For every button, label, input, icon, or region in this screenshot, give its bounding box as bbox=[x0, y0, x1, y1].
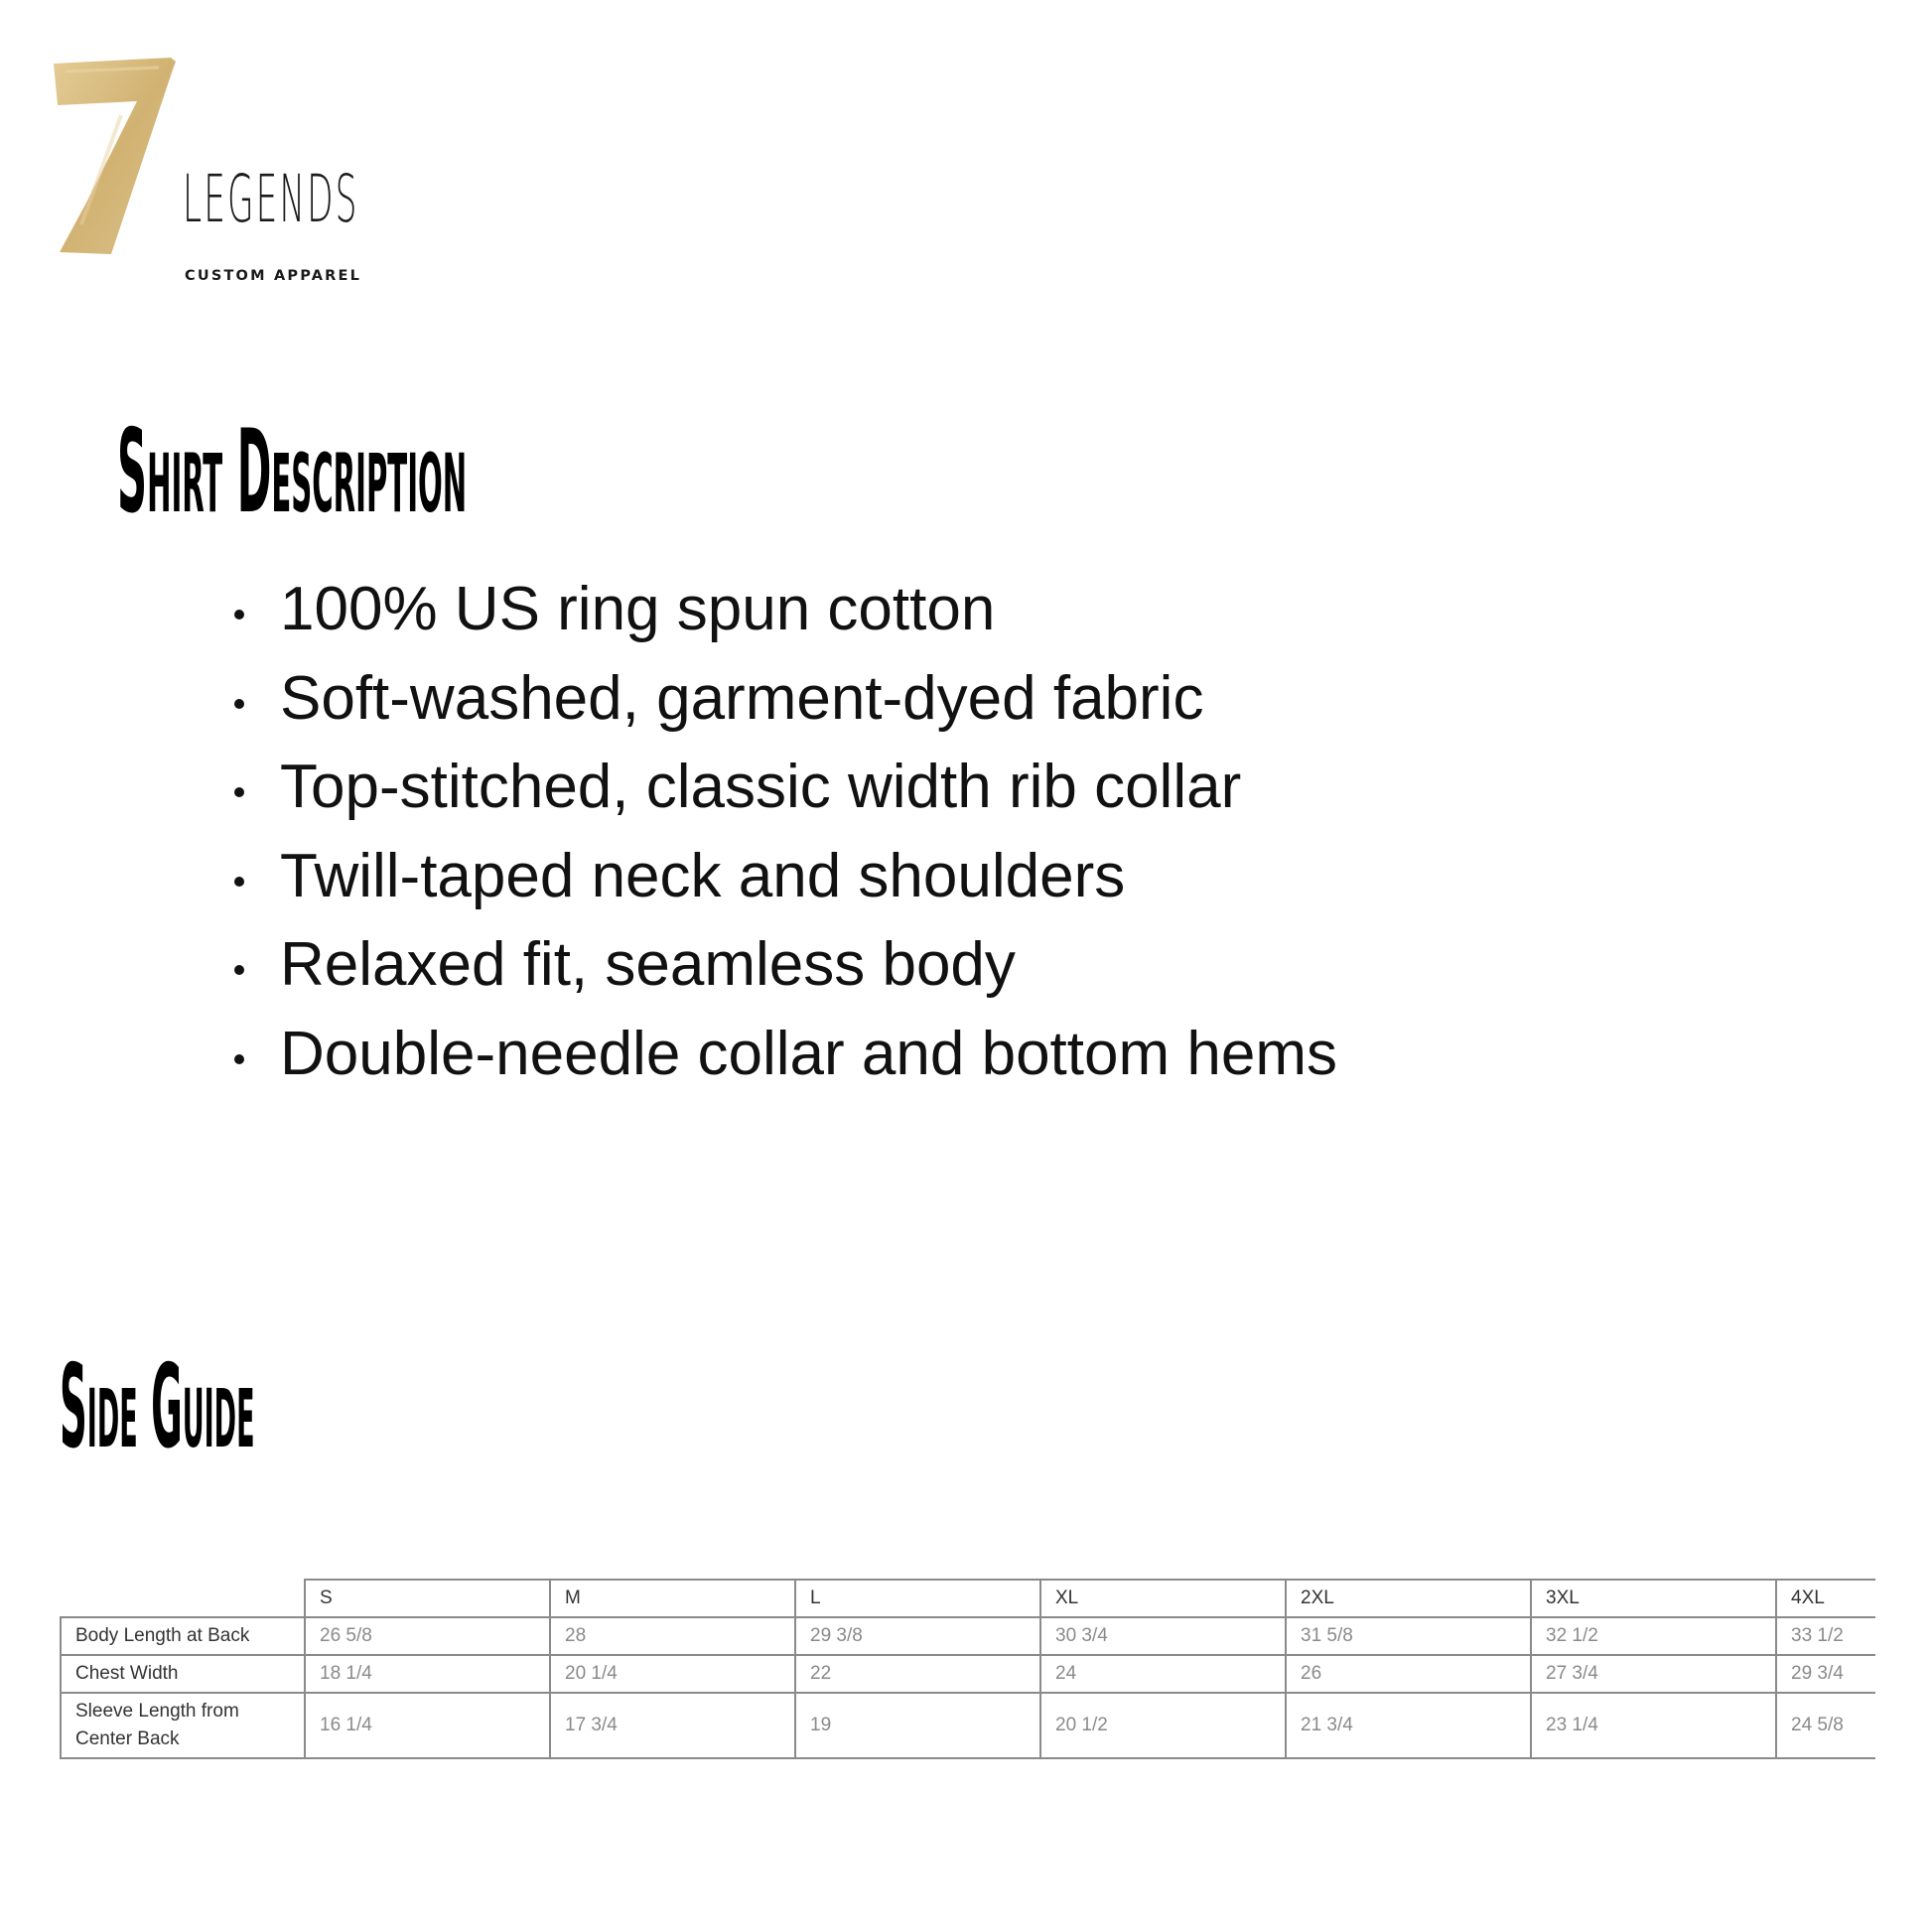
table-cell: 26 5/8 bbox=[305, 1617, 550, 1655]
table-cell: 20 1/4 bbox=[550, 1655, 795, 1693]
table-cell: 32 1/2 bbox=[1531, 1617, 1776, 1655]
feature-item: 100% US ring spun cotton bbox=[220, 574, 1337, 663]
table-cell: 19 bbox=[795, 1693, 1040, 1758]
brand-logo bbox=[52, 56, 362, 284]
feature-item: Top-stitched, classic width rib collar bbox=[220, 752, 1337, 841]
table-corner bbox=[61, 1580, 305, 1617]
table-cell: 33 1/2 bbox=[1776, 1617, 1875, 1655]
size-header: M bbox=[550, 1580, 795, 1617]
table-cell: 16 1/4 bbox=[305, 1693, 550, 1758]
table-cell: 23 1/4 bbox=[1531, 1693, 1776, 1758]
table-cell: 17 3/4 bbox=[550, 1693, 795, 1758]
size-header: S bbox=[305, 1580, 550, 1617]
table-cell: 20 1/2 bbox=[1040, 1693, 1286, 1758]
size-header: L bbox=[795, 1580, 1040, 1617]
table-cell: 26 bbox=[1286, 1655, 1531, 1693]
row-label: Chest Width bbox=[61, 1655, 305, 1693]
table-cell: 28 bbox=[550, 1617, 795, 1655]
table-row bbox=[61, 1617, 1875, 1655]
table-cell: 24 bbox=[1040, 1655, 1286, 1693]
table-row bbox=[61, 1655, 1875, 1693]
logo-tagline: CUSTOM APPAREL bbox=[185, 268, 362, 284]
table-cell: 27 3/4 bbox=[1531, 1655, 1776, 1693]
size-header: 3XL bbox=[1531, 1580, 1776, 1617]
table-cell: 24 5/8 bbox=[1776, 1693, 1875, 1758]
size-header: 4XL bbox=[1776, 1580, 1875, 1617]
table-cell: 18 1/4 bbox=[305, 1655, 550, 1693]
table-cell: 30 3/4 bbox=[1040, 1617, 1286, 1655]
feature-item: Relaxed fit, seamless body bbox=[220, 929, 1337, 1019]
shirt-description-heading: Shirt Description bbox=[117, 405, 468, 539]
feature-item: Double-needle collar and bottom hems bbox=[220, 1019, 1337, 1108]
table-row bbox=[61, 1693, 1875, 1758]
feature-item: Twill-taped neck and shoulders bbox=[220, 841, 1337, 930]
table-cell: 22 bbox=[795, 1655, 1040, 1693]
logo-wordmark: LEGENDS bbox=[183, 161, 359, 237]
table-cell: 29 3/8 bbox=[795, 1617, 1040, 1655]
table-cell: 31 5/8 bbox=[1286, 1617, 1531, 1655]
size-header: 2XL bbox=[1286, 1580, 1531, 1617]
table-cell: 29 3/4 bbox=[1776, 1655, 1875, 1693]
feature-list bbox=[220, 574, 1337, 1107]
size-header: XL bbox=[1040, 1580, 1286, 1617]
feature-item: Soft-washed, garment-dyed fabric bbox=[220, 663, 1337, 753]
size-table bbox=[60, 1579, 1875, 1759]
table-cell: 21 3/4 bbox=[1286, 1693, 1531, 1758]
row-label: Sleeve Length from Center Back bbox=[61, 1693, 305, 1758]
row-label: Body Length at Back bbox=[61, 1617, 305, 1655]
table-header-row bbox=[61, 1580, 1875, 1617]
size-guide-heading: Side Guide bbox=[60, 1340, 255, 1474]
